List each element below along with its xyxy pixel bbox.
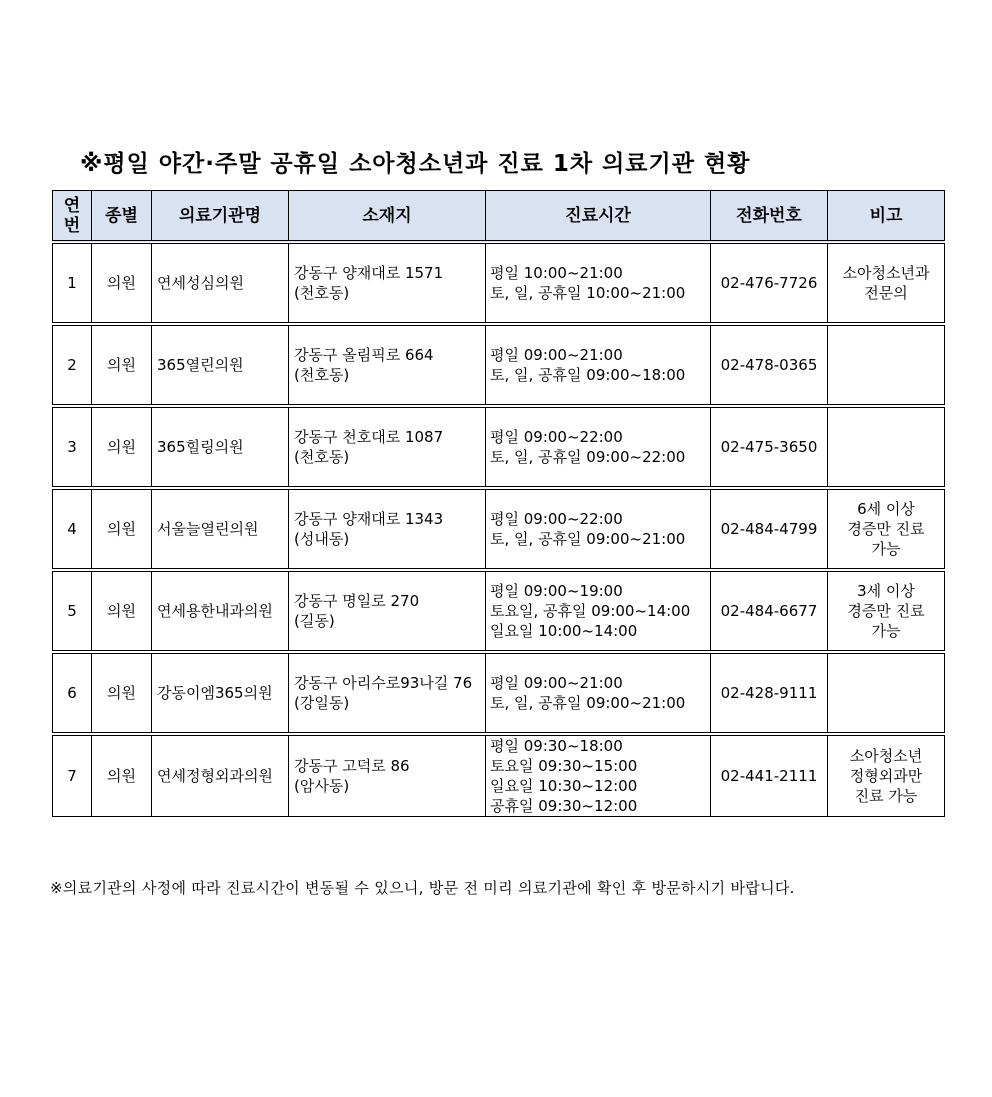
note-line: 진료 가능 — [854, 787, 918, 805]
header-name: 의료기관명 — [152, 191, 289, 243]
table-row — [53, 242, 945, 324]
row-hours — [486, 242, 711, 324]
row-type: 의원 — [92, 570, 152, 652]
row-hours — [486, 734, 711, 817]
row-hours — [486, 570, 711, 652]
row-phone: 02-428-9111 — [711, 652, 828, 734]
row-phone: 02-484-4799 — [711, 488, 828, 570]
address-line: (천호동) — [294, 366, 350, 384]
address-line: 강동구 양재대로 1343 — [294, 510, 444, 528]
hours-line: 토, 일, 공휴일 09:00~18:00 — [490, 366, 686, 384]
hours-line: 평일 09:00~19:00 — [490, 582, 623, 600]
hours-line: 평일 09:00~22:00 — [490, 510, 623, 528]
hours-line: 일요일 10:30~12:00 — [490, 777, 638, 795]
row-clinic-name: 연세정형외과의원 — [152, 734, 289, 817]
header-number — [53, 191, 92, 243]
row-hours — [486, 324, 711, 406]
note-line: 전문의 — [864, 284, 908, 302]
address-line: 강동구 천호대로 1087 — [294, 428, 444, 446]
note-line: 경증만 진료 — [847, 602, 925, 620]
note-line: 경증만 진료 — [847, 520, 925, 538]
row-phone: 02-441-2111 — [711, 734, 828, 817]
note-line: 6세 이상 — [857, 500, 915, 518]
header-address: 소재지 — [289, 191, 486, 243]
page-title: ※평일 야간·주말 공휴일 소아청소년과 진료 1차 의료기관 현황 — [80, 151, 751, 177]
row-number: 7 — [53, 734, 92, 817]
clinic-table — [52, 190, 945, 817]
table-header-row — [53, 191, 945, 243]
hours-line: 토요일 09:30~15:00 — [490, 757, 638, 775]
note-line: 정형외과만 — [849, 767, 923, 785]
table-row — [53, 406, 945, 488]
table-row — [53, 324, 945, 406]
address-line: 강동구 올림픽로 664 — [294, 346, 434, 364]
address-line: (천호동) — [294, 448, 350, 466]
row-phone: 02-475-3650 — [711, 406, 828, 488]
row-type: 의원 — [92, 406, 152, 488]
header-type: 종별 — [92, 191, 152, 243]
address-line: (강일동) — [294, 694, 350, 712]
row-clinic-name: 연세성심의원 — [152, 242, 289, 324]
header-note: 비고 — [828, 191, 945, 243]
hours-line: 평일 09:00~21:00 — [490, 346, 623, 364]
hours-line: 토, 일, 공휴일 09:00~21:00 — [490, 530, 686, 548]
address-line: 강동구 양재대로 1571 — [294, 264, 444, 282]
row-number: 2 — [53, 324, 92, 406]
row-type: 의원 — [92, 242, 152, 324]
row-address — [289, 570, 486, 652]
row-clinic-name: 365힐링의원 — [152, 406, 289, 488]
hours-line: 평일 09:00~22:00 — [490, 428, 623, 446]
row-phone: 02-478-0365 — [711, 324, 828, 406]
footnote: ※의료기관의 사정에 따라 진료시간이 변동될 수 있으니, 방문 전 미리 의료기관에 확인 후 방문하시기 바랍니다. — [50, 879, 795, 897]
row-clinic-name: 강동이엠365의원 — [152, 652, 289, 734]
hours-line: 일요일 10:00~14:00 — [490, 622, 638, 640]
address-line: (길동) — [294, 612, 335, 630]
row-phone: 02-476-7726 — [711, 242, 828, 324]
row-note — [828, 406, 945, 488]
row-hours — [486, 406, 711, 488]
row-hours — [486, 488, 711, 570]
note-line: 소아청소년과 — [842, 264, 930, 282]
table-row — [53, 570, 945, 652]
row-note — [828, 324, 945, 406]
note-line: 가능 — [871, 540, 901, 558]
row-type: 의원 — [92, 734, 152, 817]
row-number: 1 — [53, 242, 92, 324]
header-phone: 전화번호 — [711, 191, 828, 243]
row-note — [828, 652, 945, 734]
address-line: 강동구 명일로 270 — [294, 592, 420, 610]
hours-line: 토요일, 공휴일 09:00~14:00 — [490, 602, 691, 620]
note-line: 3세 이상 — [857, 582, 915, 600]
note-line: 가능 — [871, 622, 901, 640]
row-number: 6 — [53, 652, 92, 734]
row-number: 4 — [53, 488, 92, 570]
address-line: (성내동) — [294, 530, 350, 548]
row-address — [289, 406, 486, 488]
row-type: 의원 — [92, 488, 152, 570]
address-line: (천호동) — [294, 284, 350, 302]
row-phone: 02-484-6677 — [711, 570, 828, 652]
row-address — [289, 324, 486, 406]
row-clinic-name: 연세용한내과의원 — [152, 570, 289, 652]
row-number: 5 — [53, 570, 92, 652]
table-row — [53, 652, 945, 734]
hours-line: 토, 일, 공휴일 09:00~22:00 — [490, 448, 686, 466]
row-clinic-name: 서울늘열린의원 — [152, 488, 289, 570]
row-type: 의원 — [92, 652, 152, 734]
row-clinic-name: 365열린의원 — [152, 324, 289, 406]
address-line: 강동구 아리수로93나길 76 — [294, 674, 473, 692]
header-number-line1: 연 — [63, 195, 81, 216]
row-address — [289, 734, 486, 817]
header-hours: 진료시간 — [486, 191, 711, 243]
table-row — [53, 734, 945, 817]
hours-line: 평일 09:30~18:00 — [490, 737, 623, 755]
row-note — [828, 570, 945, 652]
note-line: 소아청소년 — [849, 747, 923, 765]
hours-line: 평일 09:00~21:00 — [490, 674, 623, 692]
hours-line: 공휴일 09:30~12:00 — [490, 797, 638, 815]
header-number-line2: 번 — [63, 215, 81, 236]
row-hours — [486, 652, 711, 734]
row-note — [828, 488, 945, 570]
row-address — [289, 488, 486, 570]
table-row — [53, 488, 945, 570]
row-number: 3 — [53, 406, 92, 488]
hours-line: 평일 10:00~21:00 — [490, 264, 623, 282]
address-line: (암사동) — [294, 777, 350, 795]
row-address — [289, 242, 486, 324]
row-note — [828, 734, 945, 817]
hours-line: 토, 일, 공휴일 09:00~21:00 — [490, 694, 686, 712]
row-address — [289, 652, 486, 734]
row-note — [828, 242, 945, 324]
hours-line: 토, 일, 공휴일 10:00~21:00 — [490, 284, 686, 302]
row-type: 의원 — [92, 324, 152, 406]
address-line: 강동구 고덕로 86 — [294, 757, 410, 775]
